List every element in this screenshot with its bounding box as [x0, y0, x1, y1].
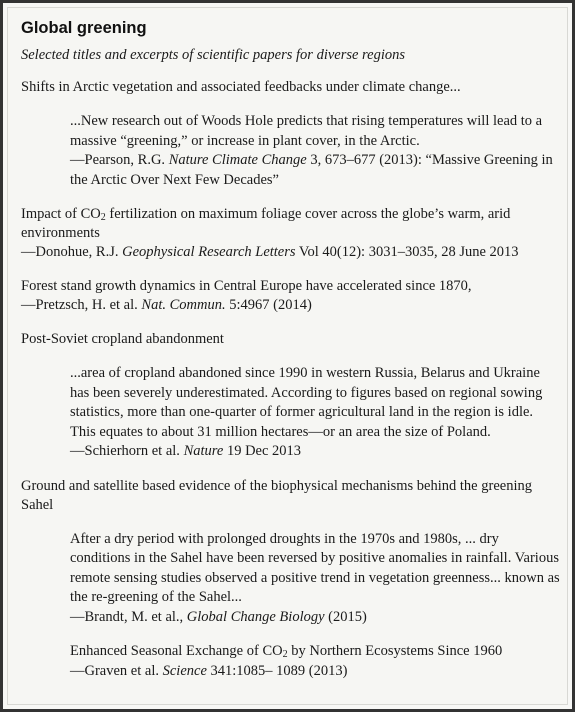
box-heading: Global greening: [21, 19, 147, 37]
excerpt-text: After a dry period with prolonged droughts in the 1970s and 1980s, ... dry conditions in the Sahel have been reversed by positive anomalies in rainfall. Various remote sensing studies observed a positive trend in vegetation greenness... known as the re-greening of the Sahel...: [70, 530, 560, 605]
citation-rest: 341:1085– 1089 (2013): [206, 662, 348, 679]
entry-title: Ground and satellite based evidence of the biophysical mechanisms behind the greening Sahel: [21, 477, 532, 513]
citation-rest: 3, 673–677 (2013): “Massive Greening in the Arctic Over Next Few Decades”: [70, 152, 553, 188]
citation: [70, 662, 562, 682]
citation-rest: 19 Dec 2013: [223, 443, 302, 459]
citation-journal: Geophysical Research Letters: [122, 244, 296, 260]
entry-soviet: [21, 330, 566, 462]
excerpt-block: [21, 530, 566, 682]
subscript: 2: [100, 212, 106, 223]
citation: [21, 243, 566, 262]
citation: [21, 296, 566, 315]
citation: [70, 151, 562, 190]
citation-rest: (2015): [324, 608, 367, 625]
citation-author: —Graven et al.: [70, 662, 163, 679]
citation-journal: Nature: [183, 443, 224, 459]
citation-author: —Donohue, R.J.: [21, 244, 123, 260]
entry-sahel: [21, 477, 566, 682]
title-part: fertilization on maximum foliage cover across the globe’s warm, arid environments: [21, 206, 511, 241]
title-part: by Northern Ecosystems Since 1960: [287, 643, 503, 659]
excerpt-block: [21, 364, 566, 462]
excerpt-block: [21, 112, 566, 190]
citation-author: —Pearson, R.G.: [70, 152, 169, 168]
citation-journal: Nature Climate Change: [168, 152, 307, 168]
entry-title: [21, 205, 566, 243]
entry-title: [70, 642, 562, 662]
citation-journal: Nat. Commun.: [141, 297, 226, 313]
excerpt-text: ...New research out of Woods Hole predicts that rising temperatures will lead to a massive “greening,” or increase in plant cover, in the Arctic.: [70, 113, 543, 149]
entry-title: Post-Soviet cropland abandonment: [21, 331, 224, 347]
entry-title: Shifts in Arctic vegetation and associated feedbacks under climate change...: [21, 79, 461, 95]
entry-title: Forest stand growth dynamics in Central Europe have accelerated since 1870,: [21, 278, 472, 294]
citation: [70, 608, 562, 628]
sidebar-box-inner: [7, 7, 568, 705]
citation-author: —Brandt, M. et al.,: [70, 608, 187, 625]
citation: [70, 442, 562, 462]
title-part: Enhanced Seasonal Exchange of CO: [70, 643, 283, 659]
excerpt-text: ...area of cropland abandoned since 1990 in western Russia, Belarus and Ukraine has been severely underestimated. According to figures based on regional sowing statistics, more than one-quarter of former agricultural land in the region is idle. This equates to about 31 million hectares—or an area the size of Poland.: [70, 365, 543, 440]
title-part: Impact of CO: [21, 206, 101, 222]
citation-journal: Global Change Biology: [186, 608, 325, 625]
sub-entry: [70, 642, 562, 681]
citation-author: —Pretzsch, H. et al.: [21, 297, 142, 313]
entry-europe: [21, 277, 566, 315]
citation-rest: 5:4967 (2014): [225, 297, 312, 313]
entry-arctic: [21, 78, 566, 190]
citation-journal: Science: [162, 662, 207, 679]
citation-author: —Schierhorn et al.: [70, 443, 184, 459]
citation-rest: Vol 40(12): 3031–3035, 28 June 2013: [295, 244, 519, 260]
sidebar-content: [21, 18, 566, 696]
subscript: 2: [282, 649, 288, 660]
box-subtitle: Selected titles and excerpts of scientific papers for diverse regions: [21, 47, 406, 63]
entry-co2: [21, 205, 566, 262]
